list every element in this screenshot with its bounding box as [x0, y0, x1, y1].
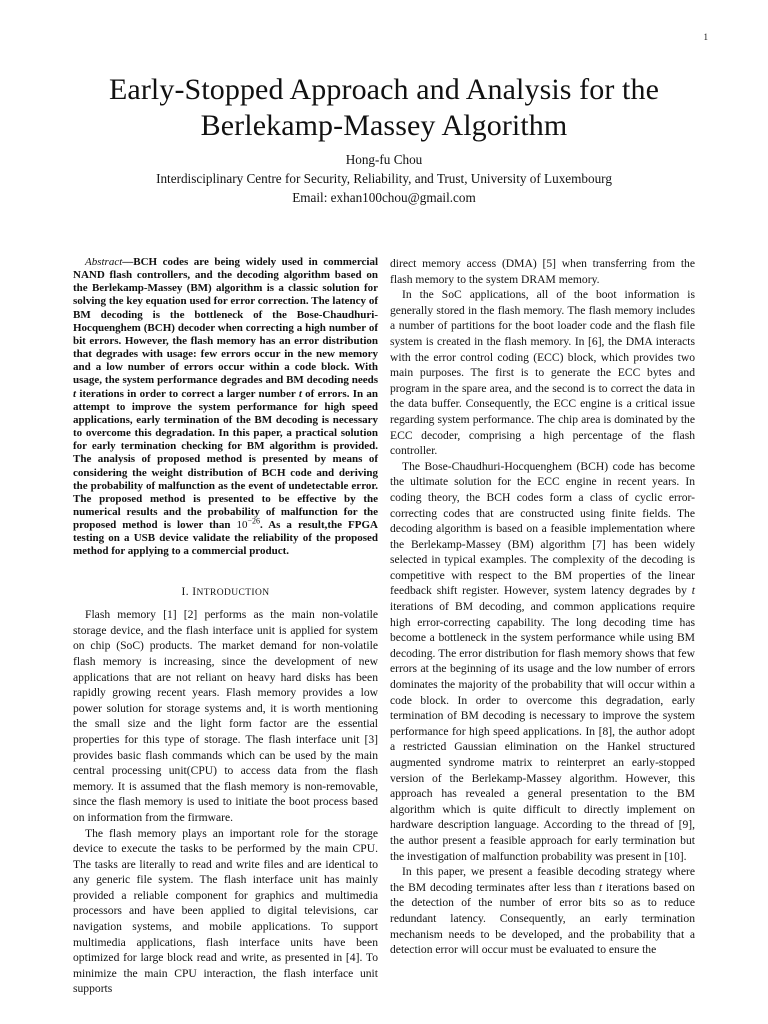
paragraph: In the SoC applications, all of the boot information is generally stored in the flash memory. The flash memory includes a number of partitions for the boot loader code and the flash file system is created in the flash memory. In [6], the DMA interacts with the error control coding (ECC) block, which provides two main purposes. The first is to generate the ECC bytes and program in the spare area, and the second is to correct the data in the data buffer. Consequently, the ECC engine is a critical issue regarding system performance. The chip area is dominated by the ECC decoder, comprising a high percentage of the flash controller.	[390, 288, 695, 458]
author-name: Hong-fu Chou	[345, 152, 423, 167]
math-var-t: t	[298, 387, 302, 400]
section-numeral: I. I	[181, 585, 197, 598]
abstract-text-4: . As a result,the FPGA testing on a USB device validate the reliability of the proposed method for applying to a commercial product.	[73, 519, 378, 558]
paper-title	[0, 72, 768, 144]
section-heading-introduction	[73, 585, 378, 602]
paragraph-text: In this paper, we present a feasible decoding strategy where the BM decoding terminates after less than	[390, 865, 695, 894]
abstract-text-3: of errors. In an attempt to improve the system performance for high speed applications, early termination of the BM decoding is necessary to overcome this degradation. In this paper, a practical solution for early termination checking for BM algorithm is provided. The analysis of proposed method is presented by means of considering the weight distribution of BCH code and deriving the probability of malfunction as the event of undetectable error. The proposed method is presented to be effective by the numerical results and the probability of malfunction for the proposed method is lower than	[73, 387, 378, 532]
abstract-text-2: iterations in order to correct a larger number	[76, 387, 299, 400]
page-number: 1	[703, 32, 708, 42]
math-var-t: t	[73, 387, 77, 400]
paragraph	[390, 459, 695, 864]
paragraph-text: iterations of BM decoding, and common applications require high error-correcting capability. The long decoding time has become a bottleneck in the system performance while using BM decoding. The error distribution for flash memory shows that few errors at the beginning of its usage and the low number of errors dominates the majority of the probability that will occur within a code block. In order to overcome this degradation, early termination of BM decoding is necessary to improve the system performance for high speed applications. In [8], the author adopt a restricted Gaussian elimination on the Hankel structured augmented syndrome matrix to reinterpret an early-stopped version of the Berlekamp-Massey algorithm. However, this approach has revealed a general presentation to the BM algorithm which is quite difficult to directly implement on hardware description language. According to the thread of [9], the author present a feasible approach for early termination but the investigation of malfunction probability was present in [10].	[390, 600, 695, 863]
right-column	[390, 256, 695, 958]
power-base: 10	[236, 519, 248, 532]
paragraph: The flash memory plays an important role for the storage device to execute the tasks to be performed by the main CPU. The tasks are literally to read and write files and are identical to any generic file system. The flash interface unit has mainly provided a reliable component for graphics and multimedia processors and have been applied to digital televisions, car navigation systems, and mobile applications. To support multimedia applications, flash interface units have been optimized for large block read and write, as presented in [4]. To minimize the main CPU interaction, the flash interface unit supports	[73, 826, 378, 996]
title-line-2: Berlekamp-Massey Algorithm	[200, 109, 568, 142]
author-email: Email: exhan100chou@gmail.com	[292, 190, 476, 205]
left-column	[73, 256, 378, 997]
title-line-1: Early-Stopped Approach and Analysis for the	[108, 73, 659, 106]
paragraph	[390, 864, 695, 958]
math-power	[236, 516, 261, 532]
paragraph: Flash memory [1] [2] performs as the main non-volatile storage device, and the flash interface unit is applied for system on chip (SoC) products. The market demand for non-volatile flash memory is increasing, since the development of new applications that are not reliant on heavy hard disks has been rapidly growing recent years. Flash memory provides a low power solution for storage systems and, it is worth mentioning the small size and the light form factor are the essential properties for this type of storage. The flash interface unit [3] provides basic flash commands which can be used by the main central processing unit(CPU) to access data from the flash memory. It is assumed that the flash memory is non-removable, since the flash memory is used to initiate the boot process based on information from the firmware.	[73, 608, 378, 824]
abstract-text-1: —BCH codes are being widely used in commercial NAND flash controllers, and the decoding algorithm based on the Berlekamp-Massey (BM) algorithm is a classic solution for solving the key equation used for error correction. The latency of BM decoding is the bottleneck of the Bose-Chaudhuri-Hocquenghem (BCH) decoder when correcting a high number of bit errors. However, the flash memory has an error distribution that degrades with usage: few errors occur in the new memory and a low number of errors occur within a code block. With usage, the system performance degrades and BM decoding needs	[73, 256, 378, 387]
abstract	[73, 256, 378, 559]
paragraph: direct memory access (DMA) [5] when transferring from the flash memory to the system DRAM memory.	[390, 257, 695, 286]
section-title-rest: NTRODUCTION	[196, 587, 270, 598]
power-exponent: −26	[247, 516, 261, 526]
author-affiliation: Interdisciplinary Centre for Security, Reliability, and Trust, University of Luxembourg	[156, 171, 612, 186]
author-block	[0, 150, 768, 207]
abstract-lead: Abstract	[85, 256, 123, 268]
math-var-t: t	[691, 584, 695, 598]
paragraph-text: The Bose-Chaudhuri-Hocquenghem (BCH) code has become the ultimate solution for the ECC engine in recent years. In coding theory, the BCH codes form a class of cyclic error-correcting codes that are constructed using finite fields. The decoding algorithm is based on a feasible implementation where the Berlekamp-Massey (BM) algorithm [7] has been widely selected in typical examples. The complexity of the decoding is competitive with respect to the BM properties of the linear feedback shift register. However, system latency degrades by	[390, 459, 695, 598]
paragraph-text: iterations based on the detection of the number of error bits so as to reduce redundant latency. Consequently, an early termination mechanism needs to be developed, and the probability that a detection error will occur must be evaluated to ensure the	[390, 880, 695, 957]
math-var-t: t	[598, 880, 603, 894]
